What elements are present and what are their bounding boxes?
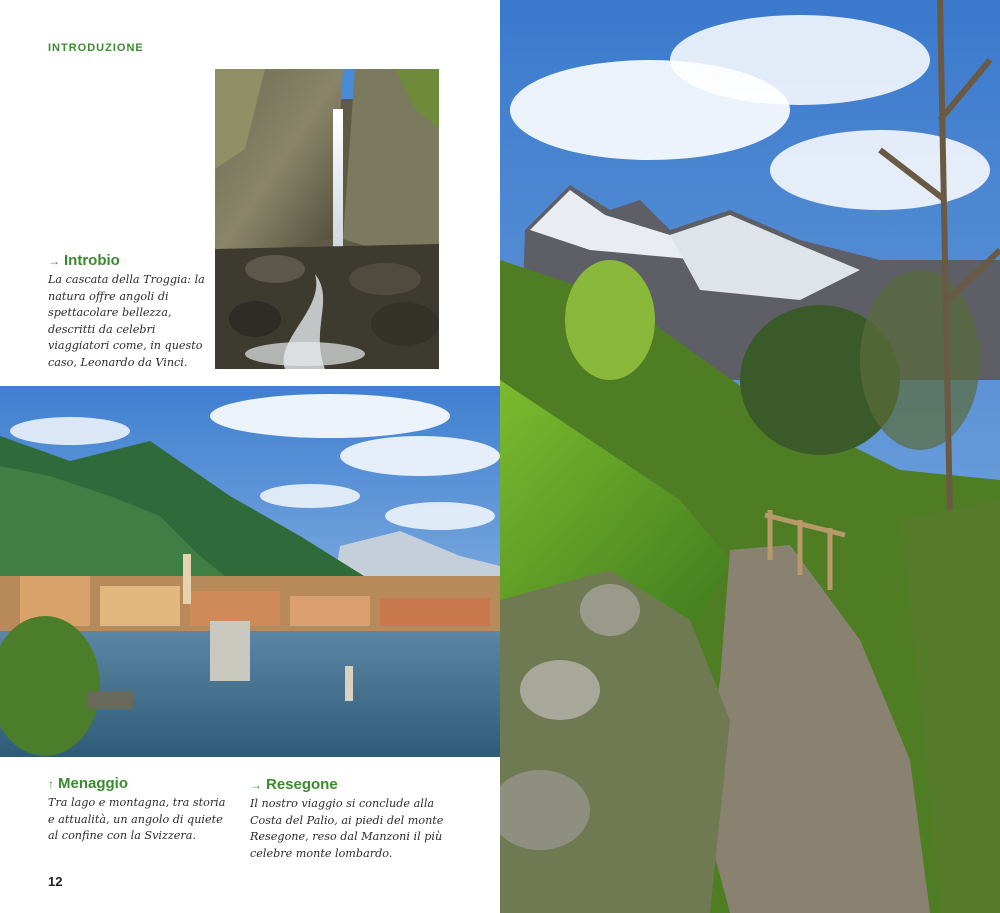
section-label: INTRODUZIONE [48, 42, 144, 54]
caption-title [250, 776, 450, 793]
caption-text: Tra lago e montagna, tra storia e attualità, un angolo di quiete al confine con la Svizzera. [48, 796, 226, 843]
page-number: 12 [48, 874, 63, 889]
waterfall-photo [215, 69, 439, 369]
arrow-right-icon: → [48, 253, 60, 268]
arrow-up-icon: ↑ [48, 776, 54, 791]
caption-heading: Introbio [64, 252, 120, 269]
caption-text: Il nostro viaggio si conclude alla Costa del Palio, ai piedi del monte Resegone, reso dal Manzoni il più celebre monte lombardo. [250, 797, 444, 860]
mountain-path-photo [500, 0, 1000, 913]
caption-title [48, 252, 208, 269]
caption-menaggio [48, 775, 233, 845]
lake-town-photo [0, 386, 500, 757]
caption-introbio [48, 252, 208, 372]
caption-text: La cascata della Troggia: la natura offre angoli di spettacolare bellezza, descritti da celebri viaggiatori come, in questo caso, Leonardo da Vinci. [48, 273, 205, 369]
caption-heading: Menaggio [58, 775, 128, 792]
caption-resegone [250, 776, 450, 862]
caption-heading: Resegone [266, 776, 338, 793]
caption-title [48, 775, 233, 792]
arrow-right-icon: → [250, 777, 262, 792]
